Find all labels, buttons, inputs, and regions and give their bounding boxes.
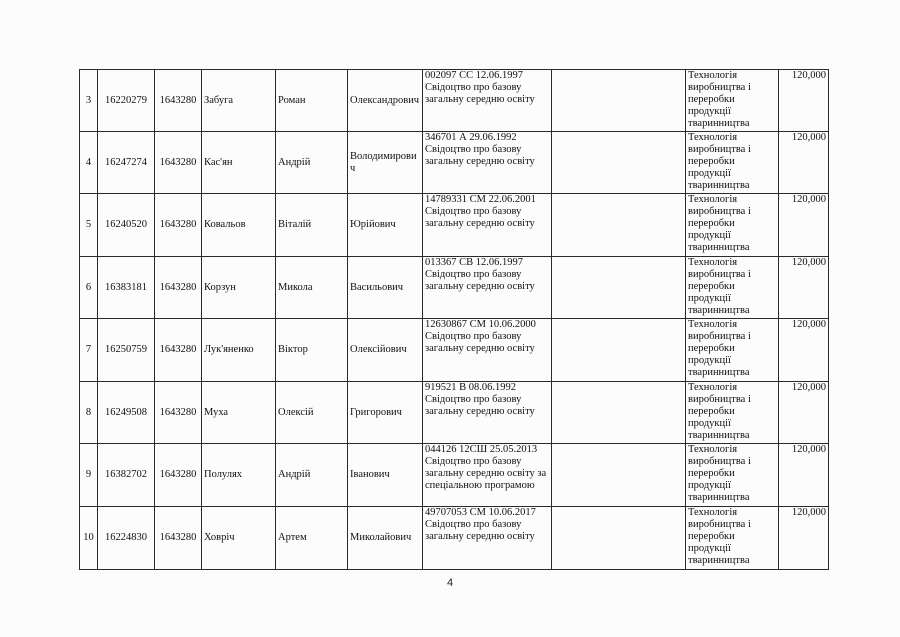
document-description: Свідоцтво про базову загальну середню освіту — [425, 144, 535, 167]
row-number-cell: 4 — [80, 132, 98, 194]
row-number-cell: 7 — [80, 319, 98, 382]
first-name-cell: Олексій — [276, 382, 348, 444]
row-number-cell: 10 — [80, 507, 98, 570]
table-row — [80, 194, 829, 257]
document-cell — [423, 319, 552, 382]
amount-cell: 120,000 — [779, 257, 829, 319]
empty-cell — [552, 70, 686, 132]
surname-cell: Ковальов — [202, 194, 276, 257]
document-description: Свідоцтво про базову загальну середню освіту — [425, 206, 535, 229]
patronymic-cell: Іванович — [348, 444, 423, 507]
table-row — [80, 257, 829, 319]
document-description: Свідоцтво про базову загальну середню освіту — [425, 82, 535, 105]
code-cell: 1643280 — [155, 70, 202, 132]
row-number-cell: 3 — [80, 70, 98, 132]
code-cell: 1643280 — [155, 444, 202, 507]
document-description: Свідоцтво про базову загальну середню освіту за спеціальною програмою — [425, 456, 547, 491]
patronymic-cell: Миколайович — [348, 507, 423, 570]
surname-cell: Забуга — [202, 70, 276, 132]
specialty-cell: Технологія виробництва і переробки продукції тваринництва — [686, 194, 779, 257]
empty-cell — [552, 194, 686, 257]
page-number: 4 — [446, 577, 454, 589]
code-cell: 1643280 — [155, 257, 202, 319]
amount-cell: 120,000 — [779, 444, 829, 507]
table-row — [80, 132, 829, 194]
patronymic-cell: Володимирови ч — [348, 132, 423, 194]
surname-cell: Ховріч — [202, 507, 276, 570]
table-row — [80, 382, 829, 444]
code-cell: 1643280 — [155, 194, 202, 257]
document-number: 013367 СВ 12.06.1997 — [425, 257, 524, 268]
document-number: 044126 12СШ 25.05.2013 — [425, 444, 538, 455]
document-number: 919521 В 08.06.1992 — [425, 382, 517, 393]
first-name-cell: Роман — [276, 70, 348, 132]
first-name-cell: Артем — [276, 507, 348, 570]
specialty-cell: Технологія виробництва і переробки продукції тваринництва — [686, 507, 779, 570]
person-id-cell: 16220279 — [98, 70, 155, 132]
document-cell — [423, 382, 552, 444]
specialty-cell: Технологія виробництва і переробки продукції тваринництва — [686, 132, 779, 194]
person-id-cell: 16383181 — [98, 257, 155, 319]
specialty-cell: Технологія виробництва і переробки продукції тваринництва — [686, 444, 779, 507]
document-cell — [423, 507, 552, 570]
row-number-cell: 5 — [80, 194, 98, 257]
document-description: Свідоцтво про базову загальну середню освіту — [425, 331, 535, 354]
document-number: 346701 А 29.06.1992 — [425, 132, 517, 143]
amount-cell: 120,000 — [779, 70, 829, 132]
first-name-cell: Андрій — [276, 132, 348, 194]
document-cell — [423, 257, 552, 319]
empty-cell — [552, 382, 686, 444]
specialty-cell: Технологія виробництва і переробки продукції тваринництва — [686, 70, 779, 132]
code-cell: 1643280 — [155, 132, 202, 194]
patronymic-cell: Олексійович — [348, 319, 423, 382]
first-name-cell: Микола — [276, 257, 348, 319]
person-id-cell: 16247274 — [98, 132, 155, 194]
empty-cell — [552, 444, 686, 507]
surname-cell: Полулях — [202, 444, 276, 507]
document-cell — [423, 132, 552, 194]
first-name-cell: Віталій — [276, 194, 348, 257]
table-body — [80, 70, 829, 570]
document-description: Свідоцтво про базову загальну середню освіту — [425, 519, 535, 542]
code-cell: 1643280 — [155, 319, 202, 382]
amount-cell: 120,000 — [779, 507, 829, 570]
specialty-cell: Технологія виробництва і переробки продукції тваринництва — [686, 257, 779, 319]
specialty-cell: Технологія виробництва і переробки продукції тваринництва — [686, 319, 779, 382]
person-id-cell: 16249508 — [98, 382, 155, 444]
surname-cell: Лук'яненко — [202, 319, 276, 382]
first-name-cell: Віктор — [276, 319, 348, 382]
specialty-cell: Технологія виробництва і переробки продукції тваринництва — [686, 382, 779, 444]
empty-cell — [552, 507, 686, 570]
amount-cell: 120,000 — [779, 132, 829, 194]
document-description: Свідоцтво про базову загальну середню освіту — [425, 394, 535, 417]
applicants-table — [79, 69, 829, 570]
patronymic-cell: Григорович — [348, 382, 423, 444]
row-number-cell: 9 — [80, 444, 98, 507]
document-cell — [423, 444, 552, 507]
row-number-cell: 6 — [80, 257, 98, 319]
code-cell: 1643280 — [155, 507, 202, 570]
patronymic-cell: Юрійович — [348, 194, 423, 257]
table-row — [80, 507, 829, 570]
document-number: 002097 СС 12.06.1997 — [425, 70, 524, 81]
document-cell — [423, 194, 552, 257]
surname-cell: Муха — [202, 382, 276, 444]
patronymic-cell: Олександрович — [348, 70, 423, 132]
table-row — [80, 70, 829, 132]
amount-cell: 120,000 — [779, 319, 829, 382]
patronymic-cell: Васильович — [348, 257, 423, 319]
document-number: 14789331 СМ 22.06.2001 — [425, 194, 536, 205]
surname-cell: Кас'ян — [202, 132, 276, 194]
first-name-cell: Андрій — [276, 444, 348, 507]
person-id-cell: 16250759 — [98, 319, 155, 382]
amount-cell: 120,000 — [779, 382, 829, 444]
person-id-cell: 16224830 — [98, 507, 155, 570]
empty-cell — [552, 319, 686, 382]
surname-cell: Корзун — [202, 257, 276, 319]
table-row — [80, 319, 829, 382]
document-number: 12630867 СМ 10.06.2000 — [425, 319, 536, 330]
empty-cell — [552, 257, 686, 319]
table-row — [80, 444, 829, 507]
amount-cell: 120,000 — [779, 194, 829, 257]
row-number-cell: 8 — [80, 382, 98, 444]
document-cell — [423, 70, 552, 132]
code-cell: 1643280 — [155, 382, 202, 444]
document-description: Свідоцтво про базову загальну середню освіту — [425, 269, 535, 292]
person-id-cell: 16240520 — [98, 194, 155, 257]
person-id-cell: 16382702 — [98, 444, 155, 507]
document-number: 49707053 СМ 10.06.2017 — [425, 507, 536, 518]
empty-cell — [552, 132, 686, 194]
